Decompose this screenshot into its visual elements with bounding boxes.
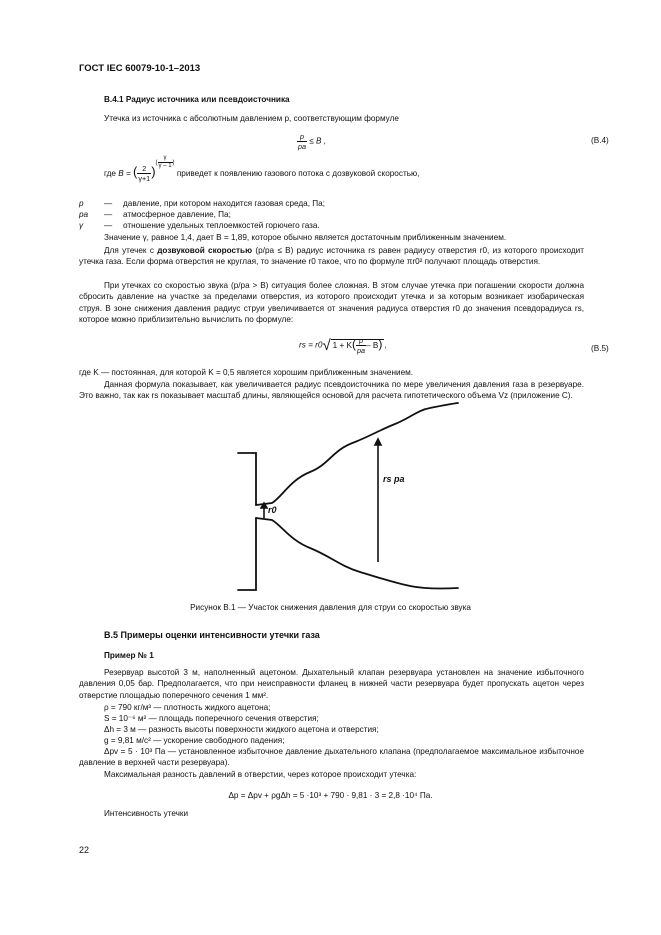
sonic-paragraph: При утечках со скоростью звука (p/pa > B) ситуация более сложная. В этом случае утечка при погашении скорости должна сбросить давление на участке за пределами отверстия, из которого происходит утечка и за которым возникает изобарическая струя. В зоне снижения давления радиус струи увеличивается от значения радиуса отверстия r0 до значения псевдорадиуса rs, которое можно приблизительно вычислить по формуле: — [79, 281, 584, 324]
where-b-label: B = — [118, 169, 131, 178]
formula-b5-rad-a: 1 + K — [332, 340, 353, 350]
where-frac-den: γ+1 — [138, 174, 151, 184]
document-title: ГОСТ IEC 60079-10-1–2013 — [79, 63, 201, 74]
intensity-paragraph: Интенсивность утечки — [104, 809, 189, 818]
tank-wall-top — [238, 453, 256, 505]
where-exp-den: γ – 1 — [158, 163, 172, 169]
definition-text: давление, при котором находится газовая среда, Па; — [123, 199, 326, 208]
figure-b1-diagram — [230, 400, 470, 600]
figure-caption: Рисунок В.1 — Участок снижения давления для струи со скоростью звука — [190, 603, 471, 612]
definition-symbol: γ — [79, 221, 84, 230]
tank-wall-bottom — [238, 518, 256, 590]
formula-b4-rel: ≤ B , — [309, 136, 327, 146]
definition-dash: — — [104, 210, 113, 219]
definition-p — [79, 198, 325, 209]
subsonic-paragraph — [79, 245, 584, 268]
subsonic-text-b: (p/pa ≤ B) радиус источника rs равен радиусу отверстия r0, из которого происходит утечка газа. Если форма отверстия не круглая, то значение r0 такое, что по формуле πr0² получают площадь отверстия. — [79, 246, 584, 267]
definition-dash: — — [104, 199, 113, 208]
subsonic-bold-term: дозвуковой скоростью — [157, 246, 253, 255]
definition-pa — [79, 209, 231, 220]
subsonic-text-a: Для утечек с — [104, 246, 158, 255]
formula-b4 — [297, 132, 326, 151]
formula-b4-den: pa — [298, 142, 306, 151]
rs-arrow-head — [375, 439, 381, 445]
jet-upper-contour — [256, 403, 458, 505]
var-dh: Δh = 3 м — разность высоты поверхности жидкого ацетона и отверстия; — [104, 725, 379, 734]
example-heading: Пример № 1 — [104, 651, 154, 660]
jet-lower-contour — [256, 518, 458, 589]
k-paragraph: где K — постоянная, для которой K = 0,5 является хорошим приближенным значением. — [79, 368, 414, 377]
var-g: g = 9,81 м/с² — ускорение свободного падения; — [104, 736, 285, 745]
formula-b5-lhs: rs = r0 — [299, 340, 323, 350]
where-prefix: где — [104, 169, 116, 178]
definition-text: атмосферное давление, Па; — [123, 210, 231, 219]
where-exp-num: γ — [158, 155, 173, 163]
definition-text: отношение удельных теплоемкостей горючего газа. — [123, 221, 320, 230]
var-rho: ρ = 790 кг/м³ — плотность жидкого ацетона; — [104, 703, 271, 712]
section-heading-b41: В.4.1 Радиус источника или псевдоисточника — [104, 95, 290, 104]
where-suffix: приведет к появлению газового потока с дозвуковой скоростью, — [176, 169, 420, 178]
formula-b5-rad-b: – B — [366, 340, 379, 350]
max-diff-paragraph: Максимальная разность давлений в отверстии, через которое происходит утечка: — [104, 770, 417, 779]
page-number: 22 — [79, 845, 90, 855]
formula-b5-frac-num: p — [356, 336, 366, 346]
equation-number-b5: (В.5) — [591, 344, 609, 353]
definition-gamma — [79, 220, 320, 231]
definition-symbol: pa — [79, 210, 89, 219]
section-heading-b5: В.5 Примеры оценки интенсивности утечки газа — [104, 630, 320, 640]
gamma-paragraph: Значение γ, равное 1,4, дает B = 1,89, которое обычно является достаточным приближенным значением. — [104, 233, 507, 242]
figure-label-r0: r0 — [268, 505, 277, 515]
formula-b5-tail: , — [384, 340, 387, 350]
equation-number-b4: (В.4) — [591, 136, 609, 145]
figure-label-rs-pa: rs pa — [383, 474, 405, 484]
definition-symbol: p — [79, 199, 84, 208]
formula-b4-num: p — [297, 132, 307, 142]
definition-dash: — — [104, 221, 113, 230]
var-s: S = 10⁻⁶ м² — площадь поперечного сечения отверстия; — [104, 714, 319, 723]
formula-b5-frac-den: pa — [357, 346, 366, 355]
formula-b5: rs = r0√ 1 + K( $\frac{p}{pa}$ – B) , — [299, 336, 387, 355]
formula-shows-paragraph: Данная формула показывает, как увеличивается радиус псевдоисточника по мере увеличения давления газа в резервуаре. Это важно, так как rs показывает масштаб длины, являющейся основой для расчета гипотетического объема Vz (приложение С). — [79, 380, 584, 401]
dpv-paragraph: Δpv = 5 · 10³ Па — установленное избыточное давление дыхательного клапана (предполагаемое максимальное избыточное давление в верхней части резервуара). — [79, 747, 584, 768]
intro-paragraph: Утечка из источника с абсолютным давлением p, соответствующим формуле — [104, 114, 399, 123]
tank-paragraph: Резервуар высотой 3 м, наполненный ацетоном. Дыхательный клапан резервуара установлен на значение избыточного давления 0,05 бар. Предполагается, что при неисправности фланец в нижней части резервуара будет пропускать ацетон через отверстие площадью поперечного сечения 1 мм². — [79, 668, 584, 700]
where-frac-num: 2 — [137, 164, 151, 174]
pressure-formula: Δp = Δpv + ρgΔh = 5 ·10³ + 790 · 9,81 · 3 = 2,8 ·10⁴ Па. — [228, 791, 433, 800]
where-b-formula: где B = ( $\frac{2}{\gamma+1}$ )( $\frac{\gamma}{\gamma - 1}$ ) приведет к появлению газового потока с дозвуковой скоростью, — [104, 155, 420, 184]
